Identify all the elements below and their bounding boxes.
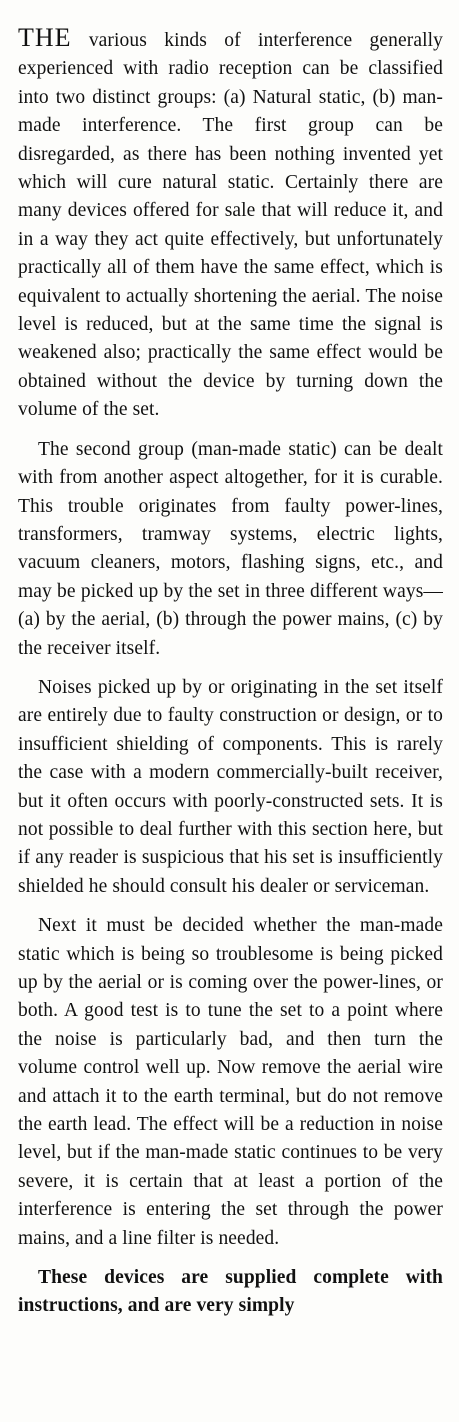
paragraph-1-text: various kinds of interference generally experienced with radio reception can be classified into two distinct groups: (a) Natural static, (b) man-made interference. The first group can be disregarded, as there has been nothing invented yet which will cure natural static. Certainly there are many devices offered for sale that will reduce it, and in a way they act quite effectively, but unfortunately practically all of them have the same effect, which is equivalent to actually shortening the aerial. The noise level is reduced, but at the same time the signal is weakened also; practically the same effect would be obtained without the device by turning down the volume of the set. [18, 30, 443, 421]
article-paragraph-2: The second group (man-made static) can be dealt with from another aspect altogether, for it is curable. This trouble originates from faulty power-lines, transformers, tramway systems, electric lights, vacuum cleaners, motors, flashing signs, etc., and may be picked up by the set in three different ways—(a) by the aerial, (b) through the power mains, (c) by the receiver itself. [18, 438, 443, 659]
opening-word: THE [18, 23, 72, 52]
article-paragraph-1 [18, 24, 443, 425]
article-body [18, 24, 443, 1321]
article-paragraph-5: These devices are supplied complete with instructions, and are very simply [18, 1267, 443, 1317]
article-paragraph-3: Noises picked up by or originating in the set itself are entirely due to faulty construction or design, or to insufficient shielding of components. This is rarely the case with a modern commercially-built receiver, but it often occurs with poorly-constructed sets. It is not possible to deal further with this section here, but if any reader is suspicious that his set is insufficiently shielded he should consult his dealer or serviceman. [18, 676, 443, 897]
article-paragraph-4: Next it must be decided whether the man-made static which is being so troublesome is being picked up by the aerial or is coming over the power-lines, or both. A good test is to tune the set to a point where the noise is particularly bad, and then turn the volume control well up. Now remove the aerial wire and attach it to the earth terminal, but do not remove the earth lead. The effect will be a reduction in noise level, but if the man-made static continues to be very severe, it is certain that at least a portion of the interference is entering the set through the power mains, and a line filter is needed. [18, 915, 443, 1249]
